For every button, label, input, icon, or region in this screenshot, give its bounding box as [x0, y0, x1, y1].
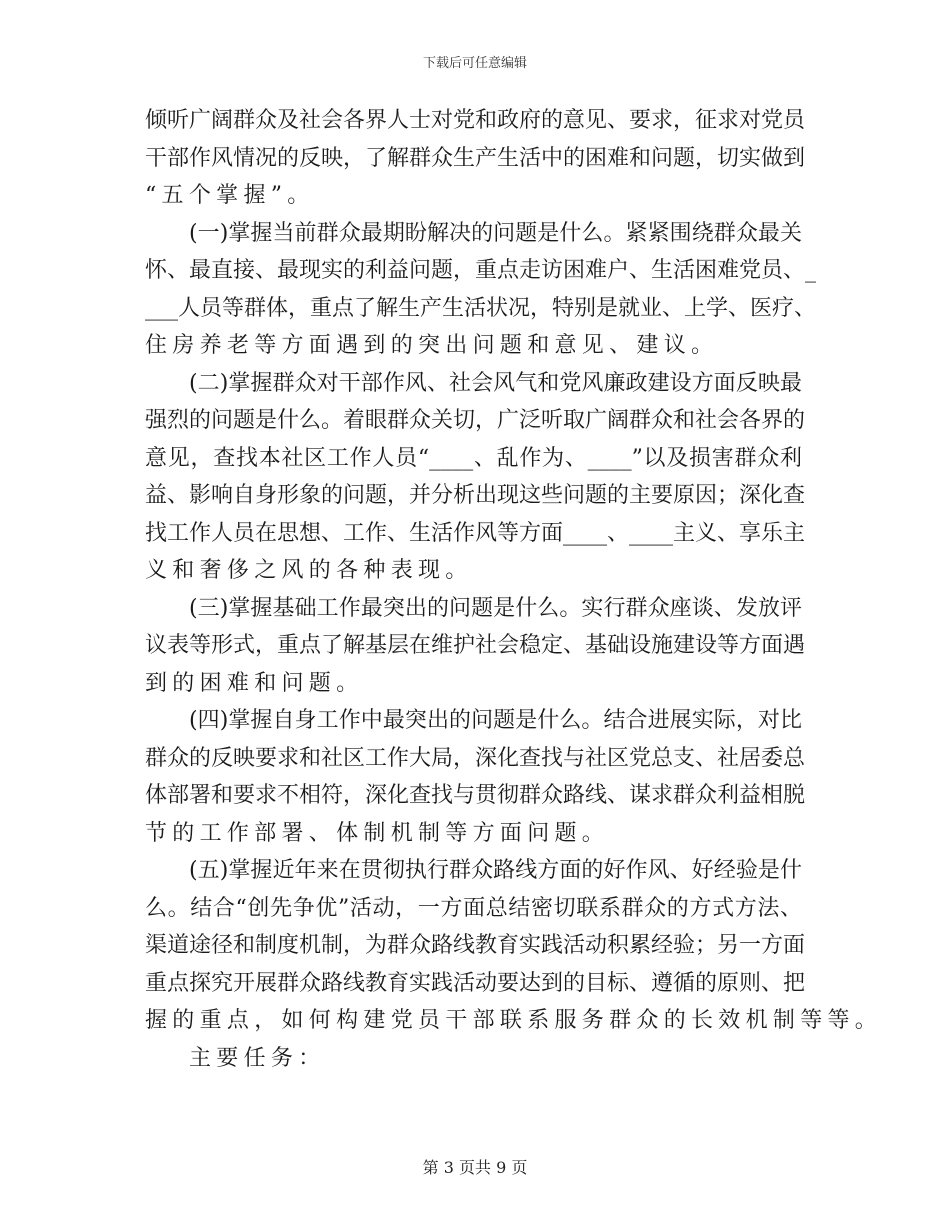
text-line: 重点探究开展群众路线教育实践活动要达到的目标、遵循的原则、把 [145, 970, 806, 996]
page-header: 下载后可任意编辑 [422, 56, 527, 71]
text-line: 住房养老等方面遇到的突出问题和意见、建议。 [145, 333, 719, 358]
text-line: (三)掌握基础工作最突出的问题是什么。实行群众座谈、发放评 [189, 595, 802, 621]
text-line: 议表等形式，重点了解基层在维护社会稳定、基础设施建设等方面遇 [145, 633, 806, 658]
text-line: 义和奢侈之风的各种表现。 [145, 558, 473, 583]
text-line: ___人员等群体，重点了解生产生活状况，特别是就业、上学、医疗、 [145, 295, 817, 321]
text-line: 节的工作部署、体制机制等方面问题。 [145, 820, 610, 846]
text-line: 到的困难和问题。 [145, 670, 364, 696]
paragraph [145, 590, 806, 703]
paragraph [145, 215, 817, 365]
paragraph [145, 365, 806, 590]
text-line: 体部署和要求不相符，深化查找与贯彻群众路线、谋求群众利益相脱 [145, 783, 806, 808]
text-line: (四)掌握自身工作中最突出的问题是什么。结合进展实际，对比 [189, 708, 802, 733]
text-line: 强烈的问题是什么。着眼群众关切，广泛听取广阔群众和社会各界的 [145, 408, 806, 433]
text-line: 倾听广阔群众及社会各界人士对党和政府的意见、要求，征求对党员 [145, 108, 806, 133]
text-line: 么。结合“创先争优”活动，一方面总结密切联系群众的方式方法、 [145, 895, 802, 921]
document-body [145, 102, 883, 1077]
paragraph [145, 702, 806, 852]
text-line: 握的重点，如何构建党员干部联系服务群众的长效机制等等。 [145, 1008, 883, 1033]
text-line: 群众的反映要求和社区工作大局，深化查找与社区党总支、社居委总 [145, 745, 806, 771]
page-footer: 第 3 页共 9 页 [422, 1158, 528, 1177]
text-line: (二)掌握群众对干部作风、社会风气和党风廉政建设方面反映最 [189, 370, 802, 396]
text-line: “五个掌握”。 [145, 183, 315, 208]
text-line: 怀、最直接、最现实的利益问题，重点走访困难户、生活困难党员、_ [145, 258, 817, 283]
text-line: 干部作风情况的反映，了解群众生产生活中的困难和问题，切实做到 [145, 145, 806, 171]
text-line: 益、影响自身形象的问题，并分析出现这些问题的主要原因；深化查 [145, 483, 806, 508]
text-line: (五)掌握近年来在贯彻执行群众路线方面的好作风、好经验是什 [189, 858, 802, 883]
text-line: 渠道途径和制度机制，为群众路线教育实践活动积累经验；另一方面 [145, 933, 806, 958]
paragraph [145, 852, 883, 1040]
paragraph [145, 102, 806, 215]
text-line: (一)掌握当前群众最期盼解决的问题是什么。紧紧围绕群众最关 [189, 220, 802, 246]
text-line: 主要任务： [189, 1045, 326, 1071]
text-line: 意见，查找本社区工作人员“____、乱作为、____”以及损害群众利 [145, 445, 802, 471]
paragraph [145, 1040, 802, 1078]
text-line: 找工作人员在思想、工作、生活作风等方面____、____主义、享乐主 [145, 520, 806, 546]
